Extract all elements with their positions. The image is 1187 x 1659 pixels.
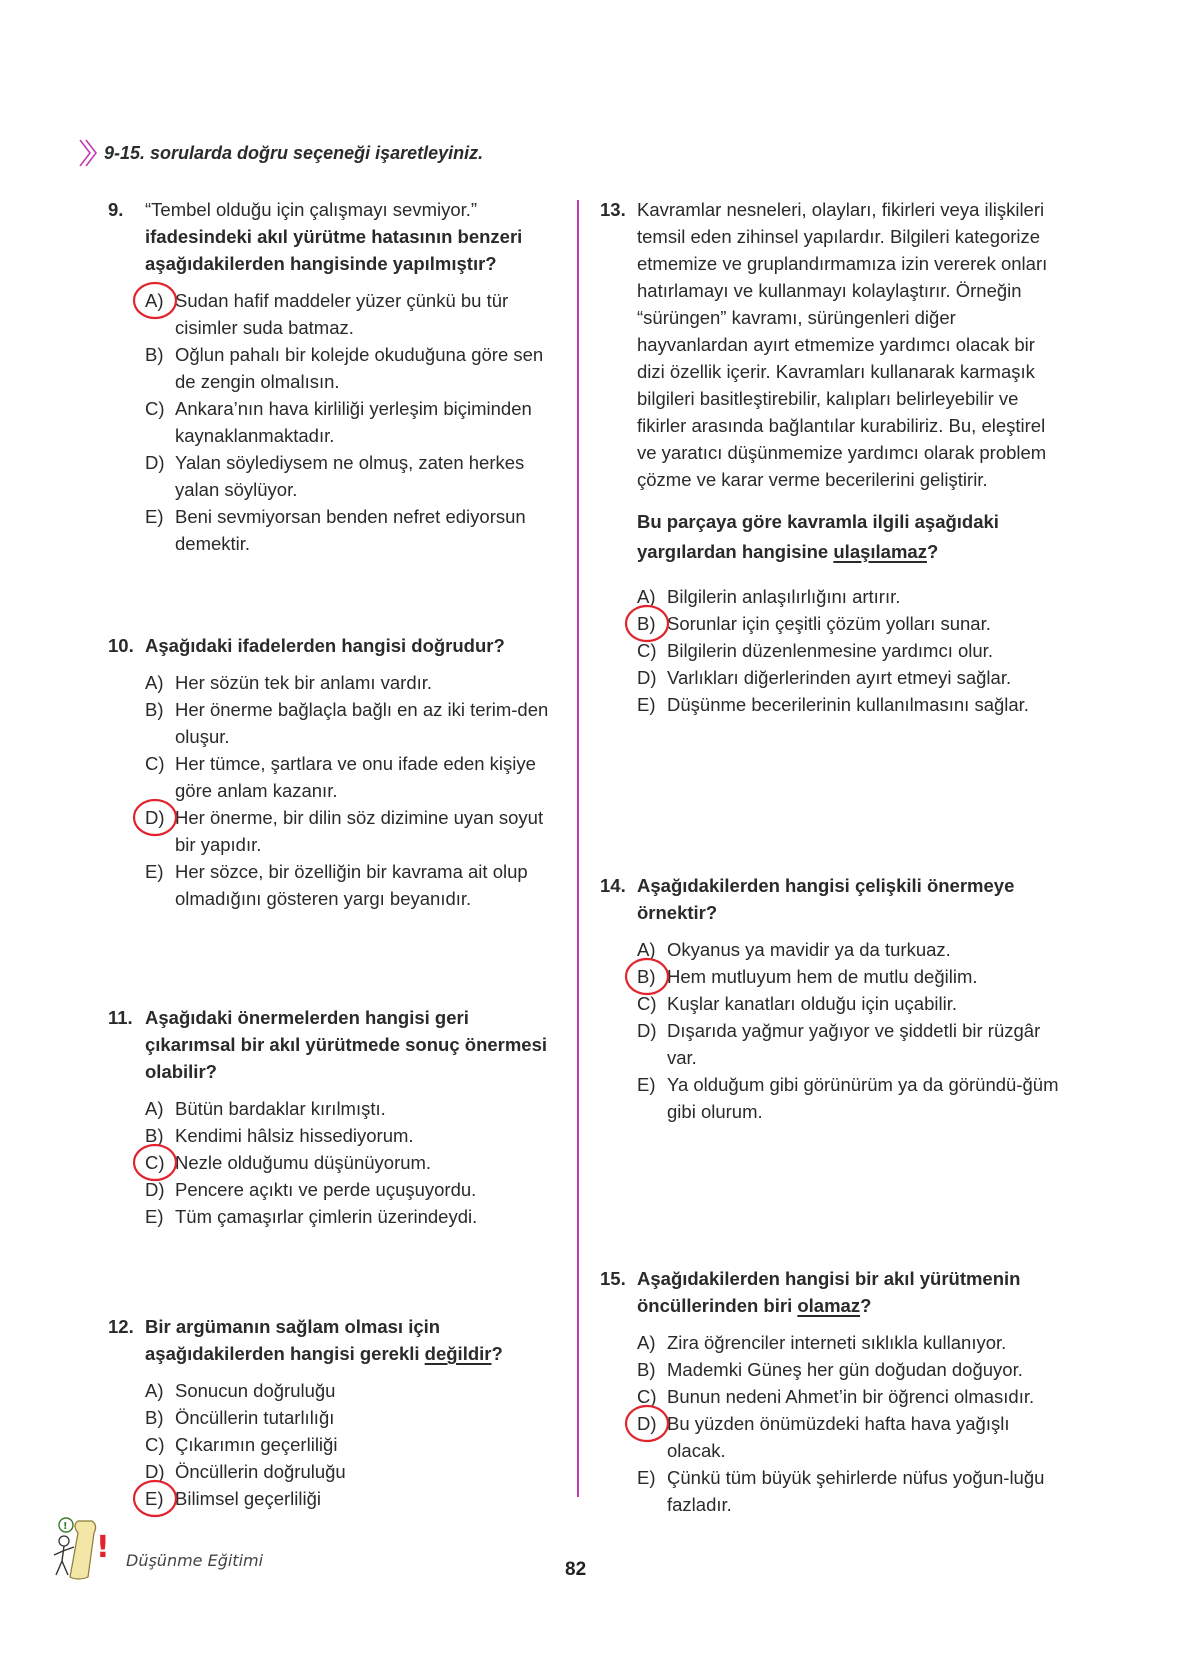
option-text: Sonucun doğruluğu	[175, 1380, 336, 1401]
column-divider	[577, 200, 579, 1497]
options-list	[600, 583, 1060, 718]
stem-mark: ?	[926, 541, 939, 562]
option-a[interactable]	[145, 1377, 558, 1404]
option-letter: C)	[637, 640, 657, 661]
question-number: 9.	[108, 199, 124, 220]
stem-text: Bir argümanın sağlam olması için aşağıdakilerden hangisi gerekli	[145, 1316, 441, 1364]
option-text: Her önerme bağlaçla bağlı en az iki terim-den oluşur.	[175, 699, 549, 747]
option-letter: B)	[637, 613, 656, 634]
question-quote: “Tembel olduğu için çalışmayı sevmiyor.”	[145, 199, 478, 220]
option-letter: B)	[145, 1125, 164, 1146]
book-title: Düşünme Eğitimi	[126, 1551, 264, 1570]
question-11	[108, 1004, 558, 1230]
stem-text: Aşağıdakilerden hangisi bir akıl yürütmenin öncüllerinden biri	[637, 1268, 1021, 1316]
option-letter: C)	[145, 398, 165, 419]
options-list	[108, 1095, 558, 1230]
option-letter: B)	[145, 1407, 164, 1428]
option-d[interactable]	[145, 1458, 558, 1485]
option-a[interactable]	[145, 669, 558, 696]
option-text: Yalan söylediysem ne olmuş, zaten herkes yalan söylüyor.	[175, 452, 525, 500]
option-letter: B)	[637, 966, 656, 987]
option-letter: A)	[145, 672, 164, 693]
option-letter: B)	[145, 344, 164, 365]
option-text: Ankara’nın hava kirliliği yerleşim biçiminden kaynaklanmaktadır.	[175, 398, 532, 446]
option-letter: D)	[145, 1461, 165, 1482]
option-text: Her tümce, şartlara ve onu ifade eden kişiye göre anlam kazanır.	[175, 753, 536, 801]
option-text: Bilimsel geçerliliği	[175, 1488, 321, 1509]
question-number: 10.	[108, 635, 134, 656]
option-e[interactable]	[145, 1485, 558, 1512]
stem-underlined: ulaşılamaz	[833, 541, 927, 562]
option-letter: E)	[145, 506, 164, 527]
option-letter: A)	[637, 586, 656, 607]
stem-underlined: olamaz	[797, 1295, 861, 1316]
option-letter: E)	[637, 1074, 656, 1095]
option-text: Bu yüzden önümüzdeki hafta hava yağışlı olacak.	[667, 1413, 1010, 1461]
option-letter: A)	[637, 1332, 656, 1353]
option-letter: C)	[637, 993, 657, 1014]
option-text: Bilgilerin anlaşılırlığını artırır.	[667, 586, 901, 607]
option-letter: D)	[637, 1020, 657, 1041]
option-e[interactable]	[145, 1203, 558, 1230]
double-chevron-icon	[78, 138, 98, 168]
option-letter: D)	[145, 452, 165, 473]
question-stem: Aşağıdakilerden hangisi çelişkili önermeye örnektir?	[637, 875, 1015, 923]
question-paragraph: Kavramlar nesneleri, olayları, fikirleri veya ilişkileri temsil eden zihinsel yapılardır. Bilgileri kategorize etmemize ve gruplandırmamıza izin vererek onları hatırlamayı ve kullanmayı kolaylaştırır. Örneğin “sürüngen” kavramı, sürüngenleri diğer hayvanlardan ayırt etmemize yardımcı olacak bir dizi özellik içerir. Kavramları kullanarak karmaşık bilgileri basitleştirebilir, kalıpları belirleyebilir ve fikirler arasında bağlantılar kurabiliriz. Bu, eleştirel ve yaratıcı düşünmemize yardımcı olarak problem çözme ve karar verme becerilerini geliştirir.	[637, 199, 1048, 490]
stem-underlined: değildir	[424, 1343, 492, 1364]
stem-text: Bu parçaya göre kavramla ilgili aşağıdaki yargılardan hangisine	[637, 511, 999, 562]
question-15	[600, 1265, 1060, 1518]
option-text: Her sözce, bir özelliğin bir kavrama ait olup olmadığını gösteren yargı beyanıdır.	[175, 861, 528, 909]
option-letter: D)	[145, 1179, 165, 1200]
question-stem	[637, 507, 1060, 567]
option-d[interactable]	[145, 449, 558, 503]
option-text: Kuşlar kanatları olduğu için uçabilir.	[667, 993, 957, 1014]
option-letter: E)	[637, 694, 656, 715]
option-letter: E)	[145, 861, 164, 882]
options-list	[600, 1329, 1060, 1518]
option-letter: D)	[145, 807, 165, 828]
option-e[interactable]	[637, 691, 1060, 718]
option-letter: B)	[145, 699, 164, 720]
options-list	[108, 669, 558, 912]
option-letter: D)	[637, 1413, 657, 1434]
instruction-header	[78, 138, 483, 168]
option-b[interactable]	[145, 341, 558, 395]
option-text: Ya olduğum gibi görünürüm ya da göründü-ğüm gibi olurum.	[667, 1074, 1059, 1122]
option-letter: A)	[637, 939, 656, 960]
question-stem: ifadesindeki akıl yürütme hatasının benzeri aşağıdakilerden hangisinde yapılmıştır?	[145, 226, 523, 274]
option-letter: E)	[145, 1206, 164, 1227]
option-text: Düşünme becerilerinin kullanılmasını sağlar.	[667, 694, 1029, 715]
option-b[interactable]	[637, 610, 1060, 637]
option-text: Bunun nedeni Ahmet’in bir öğrenci olmasıdır.	[667, 1386, 1035, 1407]
option-c[interactable]	[145, 750, 558, 804]
svg-text:!: !	[63, 1521, 68, 1532]
option-d[interactable]	[145, 1176, 558, 1203]
question-stem: Aşağıdaki ifadelerden hangisi doğrudur?	[145, 635, 505, 656]
option-text: Varlıkları diğerlerinden ayırt etmeyi sağlar.	[667, 667, 1012, 688]
question-number: 11.	[108, 1007, 133, 1028]
option-text: Mademki Güneş her gün doğudan doğuyor.	[667, 1359, 1023, 1380]
option-text: Beni sevmiyorsan benden nefret ediyorsun demektir.	[175, 506, 526, 554]
option-a[interactable]	[637, 583, 1060, 610]
option-d[interactable]	[637, 1017, 1060, 1071]
option-letter: C)	[637, 1386, 657, 1407]
option-e[interactable]	[145, 858, 558, 912]
option-e[interactable]	[637, 1071, 1060, 1125]
option-letter: B)	[637, 1359, 656, 1380]
option-text: Çünkü tüm büyük şehirlerde nüfus yoğun-luğu fazladır.	[667, 1467, 1045, 1515]
option-b[interactable]	[637, 963, 1060, 990]
instruction-text: 9-15. sorularda doğru seçeneği işaretleyiniz.	[104, 142, 484, 163]
option-e[interactable]	[637, 1464, 1060, 1518]
question-number: 13.	[600, 199, 626, 220]
option-d[interactable]	[145, 804, 558, 858]
option-text: Tüm çamaşırlar çimlerin üzerindeydi.	[175, 1206, 478, 1227]
option-c[interactable]	[145, 1431, 558, 1458]
option-b[interactable]	[145, 1404, 558, 1431]
stem-mark: ?	[491, 1343, 503, 1364]
option-letter: A)	[145, 1098, 164, 1119]
options-list	[108, 287, 558, 557]
option-b[interactable]	[637, 1356, 1060, 1383]
question-12	[108, 1313, 558, 1512]
options-list	[108, 1377, 558, 1512]
option-b[interactable]	[145, 1122, 558, 1149]
option-letter: A)	[145, 1380, 164, 1401]
option-a[interactable]	[145, 1095, 558, 1122]
option-text: Öncüllerin doğruluğu	[175, 1461, 346, 1482]
option-letter: E)	[145, 1488, 164, 1509]
option-a[interactable]	[637, 936, 1060, 963]
question-stem	[637, 1265, 1060, 1319]
svg-text:!: !	[96, 1530, 110, 1565]
option-letter: C)	[145, 753, 165, 774]
option-text: Çıkarımın geçerliliği	[175, 1434, 338, 1455]
option-text: Zira öğrenciler interneti sıklıkla kullanıyor.	[667, 1332, 1007, 1353]
option-text: Oğlun pahalı bir kolejde okuduğuna göre sen de zengin olmalısın.	[175, 344, 544, 392]
option-c[interactable]	[637, 637, 1060, 664]
option-d[interactable]	[637, 664, 1060, 691]
option-c[interactable]	[145, 395, 558, 449]
option-text: Kendimi hâlsiz hissediyorum.	[175, 1125, 414, 1146]
option-c[interactable]	[145, 1149, 558, 1176]
option-text: Öncüllerin tutarlılığı	[175, 1407, 335, 1428]
option-text: Nezle olduğumu düşünüyorum.	[175, 1152, 432, 1173]
question-number: 14.	[600, 875, 626, 896]
options-list	[600, 936, 1060, 1125]
question-10	[108, 632, 558, 912]
option-letter: E)	[637, 1467, 656, 1488]
page-number: 82	[565, 1559, 587, 1580]
question-stem	[145, 1313, 558, 1367]
option-d[interactable]	[637, 1410, 1060, 1464]
option-b[interactable]	[145, 696, 558, 750]
option-letter: C)	[145, 1434, 165, 1455]
option-letter: C)	[145, 1152, 165, 1173]
option-text: Bilgilerin düzenlenmesine yardımcı olur.	[667, 640, 993, 661]
question-number: 12.	[108, 1316, 134, 1337]
option-a[interactable]	[637, 1329, 1060, 1356]
option-text: Dışarıda yağmur yağıyor ve şiddetli bir rüzgâr var.	[667, 1020, 1041, 1068]
question-13	[600, 196, 1060, 718]
question-14	[600, 872, 1060, 1125]
option-letter: A)	[145, 290, 164, 311]
thinking-figure-logo-icon	[48, 1515, 120, 1585]
option-text: Pencere açıktı ve perde uçuşuyordu.	[175, 1179, 477, 1200]
option-text: Okyanus ya mavidir ya da turkuaz.	[667, 939, 951, 960]
stem-mark: ?	[860, 1295, 872, 1316]
option-text: Hem mutluyum hem de mutlu değilim.	[667, 966, 978, 987]
question-number: 15.	[600, 1268, 626, 1289]
option-letter: D)	[637, 667, 657, 688]
option-text: Her sözün tek bir anlamı vardır.	[175, 672, 433, 693]
question-9	[108, 196, 558, 557]
question-stem: Aşağıdaki önermelerden hangisi geri çıkarımsal bir akıl yürütmede sonuç önermesi olabilir?	[145, 1007, 548, 1082]
option-c[interactable]	[637, 1383, 1060, 1410]
option-c[interactable]	[637, 990, 1060, 1017]
option-a[interactable]	[145, 287, 558, 341]
option-e[interactable]	[145, 503, 558, 557]
option-text: Sorunlar için çeşitli çözüm yolları sunar.	[667, 613, 991, 634]
option-text: Her önerme, bir dilin söz dizimine uyan soyut bir yapıdır.	[175, 807, 544, 855]
option-text: Bütün bardaklar kırılmıştı.	[175, 1098, 386, 1119]
option-text: Sudan hafif maddeler yüzer çünkü bu tür cisimler suda batmaz.	[175, 290, 509, 338]
